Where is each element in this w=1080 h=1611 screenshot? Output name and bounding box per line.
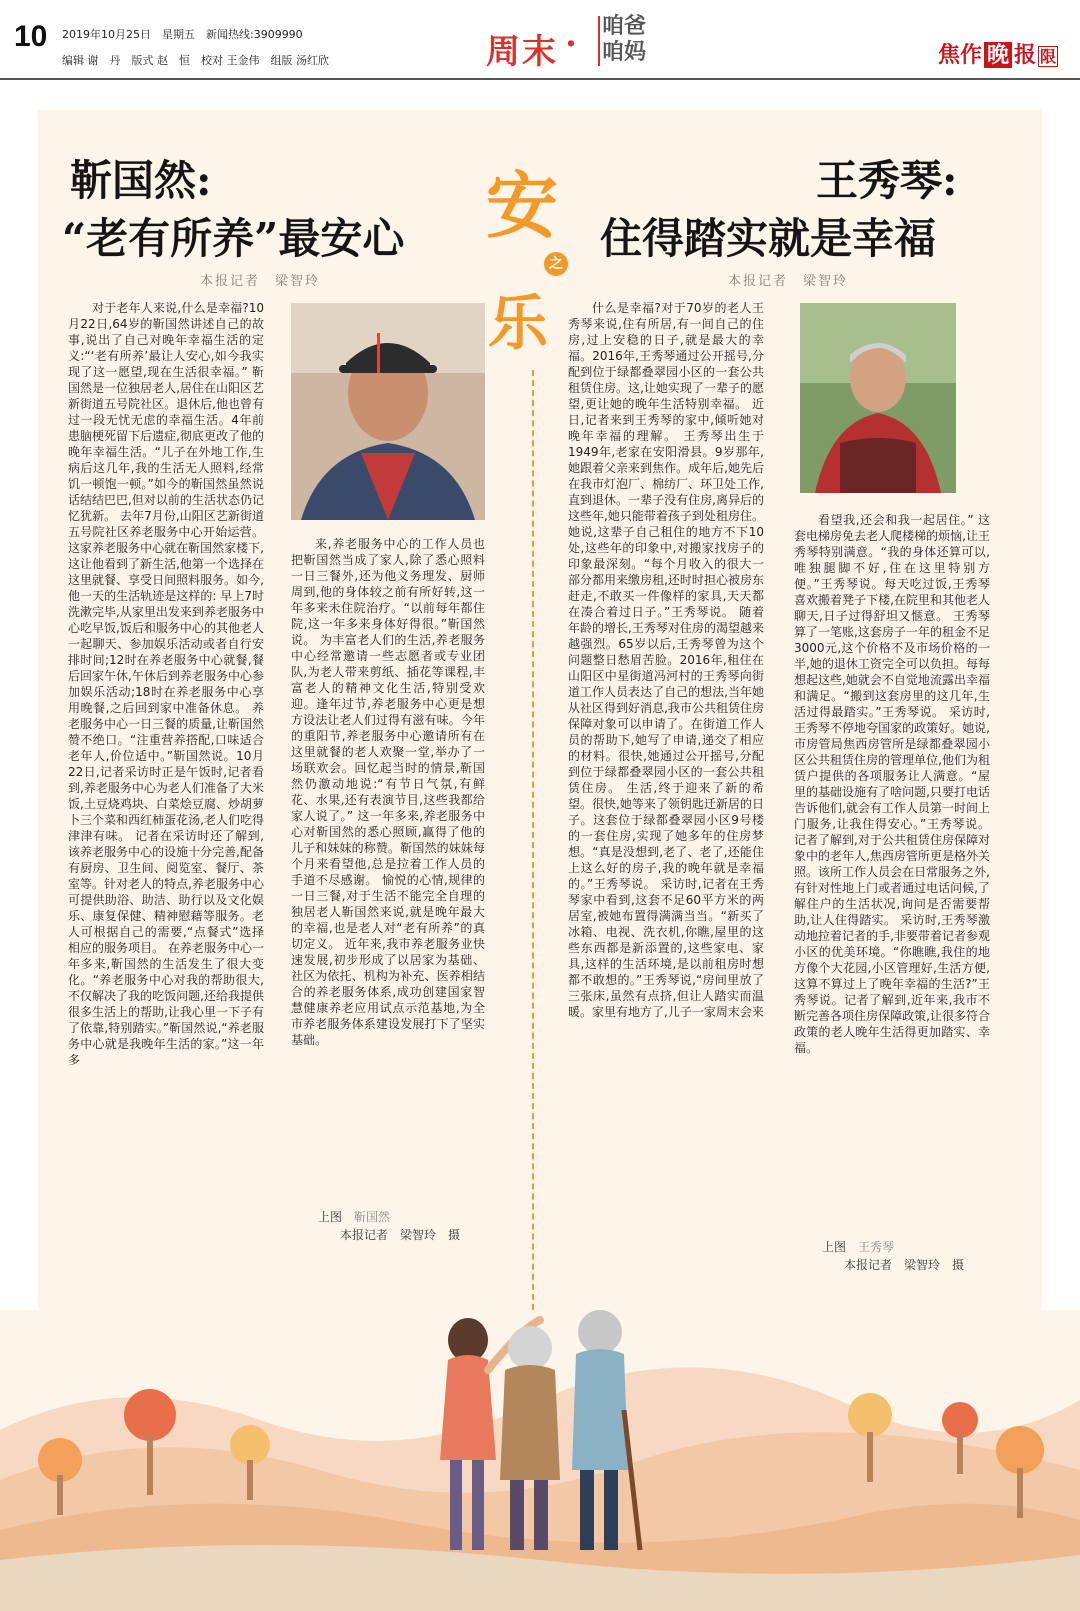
logo-text-d: 限 [1039,47,1056,66]
center-title-zhi: 之 [544,252,568,276]
section-subtitle-line2: 咱妈 [602,40,647,65]
logo-text-c: 报 [1013,42,1036,68]
left-caption-label: 上图 [318,1210,343,1224]
left-article-column-2 [291,536,485,1204]
logo-text-b: 晚 [984,42,1012,68]
center-title-an: 安 [486,163,559,248]
center-title-le: 乐 [488,289,548,359]
page-number: 10 [14,20,48,53]
right-article-column-2 [794,512,990,1234]
portrait-photo-jin [291,303,485,520]
left-article-text-2: 来,养老服务中心的工作人员也把靳国然当成了家人,除了悉心照料一日三餐外,还为他义务理发、厨师周到,他的身体较之前有所好转,这一年多来未住院治疗。“以前每年都住院,这一年多来身体好得很。”靳国然说。 为丰富老人们的生活,养老服务中心经常邀请一些志愿者或专业团队,为老人带来剪纸、插花等课程,丰富老人的精神文化生活,特别受欢迎。逢年过节,养老服务中心更是想方设法让老人们过得有滋有味。今年的重阳节,养老服务中心邀请所有在这里就餐的老人欢聚一堂,举办了一场联欢会。回忆起当时的情景,靳国然仍激动地说:“有节日气氛,有鲜花、水果,还有表演节目,这些我都给家人说了。” 这一年多来,养老服务中心对靳国然的悉心照顾,赢得了他的儿子和妹妹的称赞。靳国然的妹妹每个月来看望他,总是拉着工作人员的手道不尽感谢。 愉悦的心情,规律的一日三餐,对于生活不能完全自理的独居老人靳国然来说,就是晚年最大的幸福,也是老人对“老有所养”的真切定义。 近年来,我市养老服务业快速发展,初步形成了以居家为基础、社区为依托、机构为补充、医养相结合的养老服务体系,成功创建国家智慧健康养老应用试点示范基地,为全市养老服务体系建设发展打下了坚实基础。 [291,537,485,1047]
right-byline: 本报记者 梁智玲 [728,274,849,289]
section-title: 周末 [486,32,558,72]
staff-line: 编辑 谢 丹 版式 赵 恒 校对 王金伟 组版 汤红欣 [62,54,329,67]
left-photo-caption [318,1208,460,1244]
right-headline-line1: 王秀琴: [816,156,958,205]
left-caption-name: 靳国然 [354,1210,391,1224]
logo-text-a: 焦作 [937,42,982,68]
column-divider [532,370,534,1330]
left-headline-line1: 靳国然: [70,156,212,205]
right-caption-name: 王秀琴 [858,1240,895,1254]
right-article-column-1 [568,300,764,1270]
right-photo-caption [822,1238,964,1274]
right-caption-label: 上图 [822,1240,847,1254]
section-dot: · [565,24,577,64]
left-caption-credit: 本报记者 梁智玲 摄 [340,1228,461,1242]
left-article-column-1 [68,300,264,1330]
section-subtitle [602,14,646,66]
portrait-illustration [291,303,485,520]
date-line: 2019年10月25日 星期五 新闻热线:3909990 [62,28,303,41]
portrait-photo-wang [800,303,956,493]
right-article-text-1: 什么是幸福?对于70岁的老人王秀琴来说,住有所居,有一间自己的住房,过上安稳的日子,就是最大的幸福。2016年,王秀琴通过公开摇号,分配到位于绿都叠翠园小区的一套公共租赁住房。这,让她实现了一辈子的愿望,更让她的晚年生活特别幸福。 近日,记者来到王秀琴的家中,倾听她对晚年幸福的理解。 王秀琴出生于1949年,老家在安阳滑县。9岁那年,她跟着父亲来到焦作。成年后,她先后在我市灯泡厂、棉纺厂、环卫处工作,直到退休。一辈子没有住房,离异后的这些年,她只能带着孩子到处租房住。她说,这辈子自己租住的地方不下10处,这些年的印象中,对搬家找房子的印象最深刻。“每个月收入的很大一部分都用来缴房租,还时时担心被房东赶走,不敢买一件像样的家具,天天都在凑合着过日子。”王秀琴说。 随着年龄的增长,王秀琴对住房的渴望越来越强烈。65岁以后,王秀琴曾为这个问题整日愁眉苦脸。2016年,租住在山阳区中星街道冯河村的王秀琴向街道工作人员表达了自己的想法,当年她从社区得到好消息,我市公共租赁住房保障对象可以申请了。在街道工作人员的帮助下,她写了申请,递交了相应的材料。很快,她通过公开摇号,分配到位于绿都叠翠园小区的一套公共租赁住房。 生活,终于迎来了新的希望。很快,她等来了领钥匙迁新居的日子。这套位于绿都叠翠园小区9号楼的一套住房,实现了她多年的住房梦想。“真是没想到,老了、老了,还能住上这么好的房子,我的晚年就是幸福的。”王秀琴说。 采访时,记者在王秀琴家中看到,这套不足60平方米的两居室,被她布置得满满当当。“新买了冰箱、电视、洗衣机,你瞧,屋里的这些东西都是新添置的,这些家电、家具,这样的生活环境,是以前租房时想都不敢想的。”王秀琴说,“房间里放了三张床,虽然有点挤,但让人踏实而温暖。家里有地方了,儿子一家周末会来 [568,301,764,1019]
section-subtitle-line1: 咱爸 [602,14,647,39]
right-article-text-2: 看望我,还会和我一起居住。” 这套电梯房免去老人爬楼梯的烦恼,让王秀琴特别满意。“我的身体还算可以,唯独腿脚不好,住在这里特别方便。”王秀琴说。每天吃过饭,王秀琴喜欢搬着凳子下楼,在院里和其他老人聊天,日子过得舒坦又惬意。 王秀琴算了一笔账,这套房子一年的租金不足3000元,这个价格不及市场价格的一半,她的退休工资完全可以负担。每每想起这些,她就会不自觉地流露出幸福和满足。“搬到这套房里的这几年,生活过得最踏实。”王秀琴说。 采访时,王秀琴不停地夸国家的政策好。她说,市房管局焦西房管所是绿都叠翠园小区公共租赁住房的管理单位,他们为租赁户提供的各项服务让人满意。“屋里的基础设施有了啥问题,只要打电话告诉他们,就会有工作人员第一时间上门服务,让我住得安心。”王秀琴说。记者了解到,对于公共租赁住房保障对象中的老年人,焦西房管所更是格外关照。该所工作人员会在日常服务之外,有针对性地上门或者通过电话问候,了解住户的生活状况,询问是否需要帮助,让人住得踏实。 采访时,王秀琴激动地拉着记者的手,非要带着记者参观小区的优美环境。“你瞧瞧,我住的地方像个大花园,小区管理好,生活方便,这算不算过上了晚年幸福的生活?”王秀琴说。记者了解到,近年来,我市不断完善各项住房保障政策,让很多符合政策的老人晚年生活得更加踏实、幸福。 [794,513,990,1055]
elderly-couple-illustration [0,1310,1080,1611]
left-article-text-1: 对于老年人来说,什么是幸福?10月22日,64岁的靳国然讲述自己的故事,说出了自己对晚年幸福生活的定义:“‘老有所养’最让人安心,如今我实现了这一愿望,现在生活很幸福。” 靳国然是一位独居老人,居住在山阳区艺新街道五号院社区。退休后,他也曾有过一段无忧无虑的幸福生活。4年前患脑梗死留下后遗症,彻底更改了他的晚年幸福生活。“儿子在外地工作,生病后这几年,我的生活无人照料,经常饥一顿饱一顿。”如今的靳国然虽然说话结结巴巴,但对以前的生活状态仍记忆犹新。 去年7月份,山阳区艺新街道五号院社区养老服务中心开始运营。这家养老服务中心就在靳国然家楼下,这让他看到了新生活,他第一个选择在这里就餐、享受日间照料服务。如今,他一天的生活轨迹是这样的: 早上7时洗漱完毕,从家里出发来到养老服务中心吃早饭,饭后和服务中心的其他老人一起聊天、参加娱乐活动或者自行安排时间;12时在养老服务中心就餐,餐后回家午休,午休后到养老服务中心参加娱乐活动;18时在养老服务中心享用晚餐,之后回到家中准备休息。 养老服务中心一日三餐的质量,让靳国然赞不绝口。“注重营养搭配,口味适合老年人,价位适中。”靳国然说。10月22日,记者采访时正是午饭时,记者看到,养老服务中心为老人们准备了大米饭,土豆烧鸡块、白菜烩豆腐、炒胡萝卜三个菜和西红柿蛋花汤,老人们吃得津津有味。 记者在采访时还了解到,该养老服务中心的设施十分完善,配备有厨房、卫生间、阅览室、餐厅、茶室等。针对老人的特点,养老服务中心可提供助浴、助洁、助行以及文化娱乐、康复保健、精神慰藉等服务。老人可根据自己的需要,“点餐式”选择相应的服务项目。 在养老服务中心一年多来,靳国然的生活发生了很大变化。“养老服务中心对我的帮助很大,不仅解决了我的吃饭问题,还给我提供很多生活上的帮助,让我心里一下子有了依靠,特别踏实。”靳国然说,“养老服务中心就是我晚年生活的家。”这一年多 [68,301,264,1067]
left-byline: 本报记者 梁智玲 [200,274,321,289]
header-rule [0,78,1080,80]
left-headline-line2: “老有所养”最安心 [62,214,405,263]
right-caption-credit: 本报记者 梁智玲 摄 [844,1258,965,1272]
portrait-illustration-right [800,303,956,493]
newspaper-logo [938,38,1058,69]
header-divider [598,16,600,66]
right-headline-line2: 住得踏实就是幸福 [600,214,937,263]
